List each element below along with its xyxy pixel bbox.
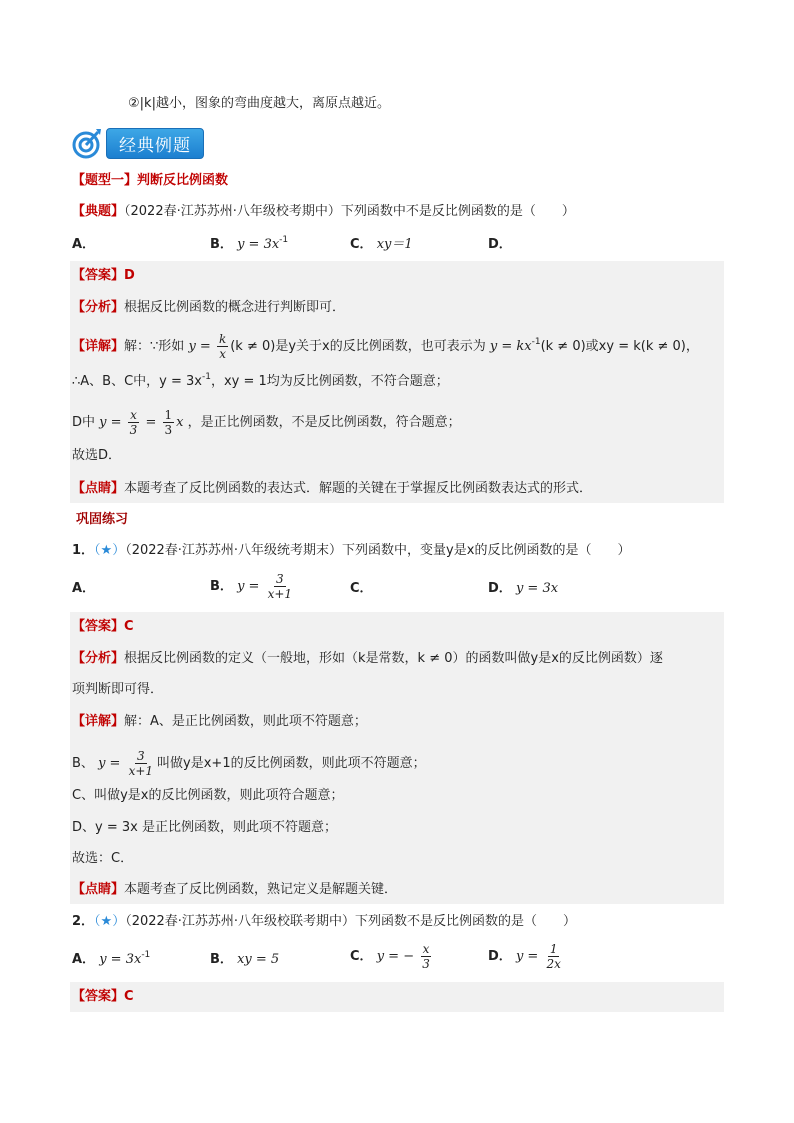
target-icon xyxy=(72,127,102,159)
example-answer: 【答案】D xyxy=(72,268,135,283)
q2-option-b: B． xy = 5 xyxy=(210,952,280,967)
q1-detail-1: 【详解】解：A、是正比例函数，则此项不符题意； xyxy=(72,714,367,729)
q2-answer: 【答案】C xyxy=(72,989,134,1004)
example-option-b: B． $y = 3x^{-1}$ xyxy=(210,235,289,252)
q1-option-b: B． y = $\frac{3}{x+1}$ xyxy=(210,572,293,601)
q2-option-c: C． y = − $\frac{x}{3}$ xyxy=(350,942,430,971)
q1-option-c: C． xyxy=(350,581,373,596)
example-detail-1: 【详解】解：∵形如 y = $\frac{k}{x}$ (k ≠ 0)是y关于x的反比例函数，也可表示为 $y = kx^{-1}(k \ne 0)$或xy = k(k ≠ 0)， xyxy=(72,332,699,361)
q1-detail-4: D、y = 3x 是正比例函数，则此项不符题意； xyxy=(72,820,337,835)
example-conclusion: 故选D． xyxy=(72,448,122,463)
q1-detail-3: C、叫做y是x的反比例函数，则此项符合题意； xyxy=(72,788,344,803)
q1-detail-2: B、 y = $\frac{3}{x+1}$ 叫做y是x+1的反比例函数，则此项不符题意； xyxy=(72,749,426,778)
q1-analysis-2: 项判断即可得． xyxy=(72,682,164,697)
banner-title: 经典例题 xyxy=(106,128,204,159)
example-detail-3: D中 y = $\frac{x}{3}$ = $\frac{1}{3}$ x ，是正比例函数，不是反比例函数，符合题意； xyxy=(72,408,461,437)
example-detail-2: ∴A、B、C中，$y = 3x^{-1}$，xy = 1均为反比例函数，不符合题意； xyxy=(72,372,449,389)
q1-option-a: A． xyxy=(72,581,96,596)
q1-conclusion: 故选：C． xyxy=(72,851,134,866)
intro-line: ②|k|越小，图象的弯曲度越大，离原点越近。 xyxy=(128,96,390,111)
example-question: 【典题】（2022春·江苏苏州·八年级校考期中）下列函数中不是反比例函数的是（ ） xyxy=(72,204,575,219)
type1-heading: 【题型一】判断反比例函数 xyxy=(72,173,229,188)
practice-heading: 巩固练习 xyxy=(76,512,129,527)
example-analysis: 【分析】根据反比例函数的概念进行判断即可． xyxy=(72,300,346,315)
q1-analysis-1: 【分析】根据反比例函数的定义（一般地，形如（k是常数，k ≠ 0）的函数叫做y是x的反比例函数）逐 xyxy=(72,651,663,666)
q2-answer-box xyxy=(70,982,724,1012)
q2-question: 2．（★）（2022春·江苏苏州·八年级校联考期中）下列函数不是反比例函数的是（ ） xyxy=(72,914,577,929)
section-banner xyxy=(72,126,204,160)
q2-option-a: A． $y = 3x^{-1}$ xyxy=(72,950,151,967)
example-option-d: D． xyxy=(488,237,512,252)
example-option-a: A． xyxy=(72,237,96,252)
example-option-c: C． xy＝1 xyxy=(350,237,413,252)
q1-answer: 【答案】C xyxy=(72,619,134,634)
q2-option-d: D． y = $\frac{1}{2x}$ xyxy=(488,942,561,971)
star-icon: （★） xyxy=(94,543,126,558)
q1-question: 1．（★）（2022春·江苏苏州·八年级统考期末）下列函数中，变量y是x的反比例函数的是（ ） xyxy=(72,543,631,558)
q1-remark: 【点睛】本题考查了反比例函数，熟记定义是解题关键． xyxy=(72,882,398,897)
star-icon: （★） xyxy=(94,914,126,929)
example-remark: 【点睛】本题考查了反比例函数的表达式．解题的关键在于掌握反比例函数表达式的形式． xyxy=(72,481,593,496)
q1-option-d: D． y = 3x xyxy=(488,581,559,596)
